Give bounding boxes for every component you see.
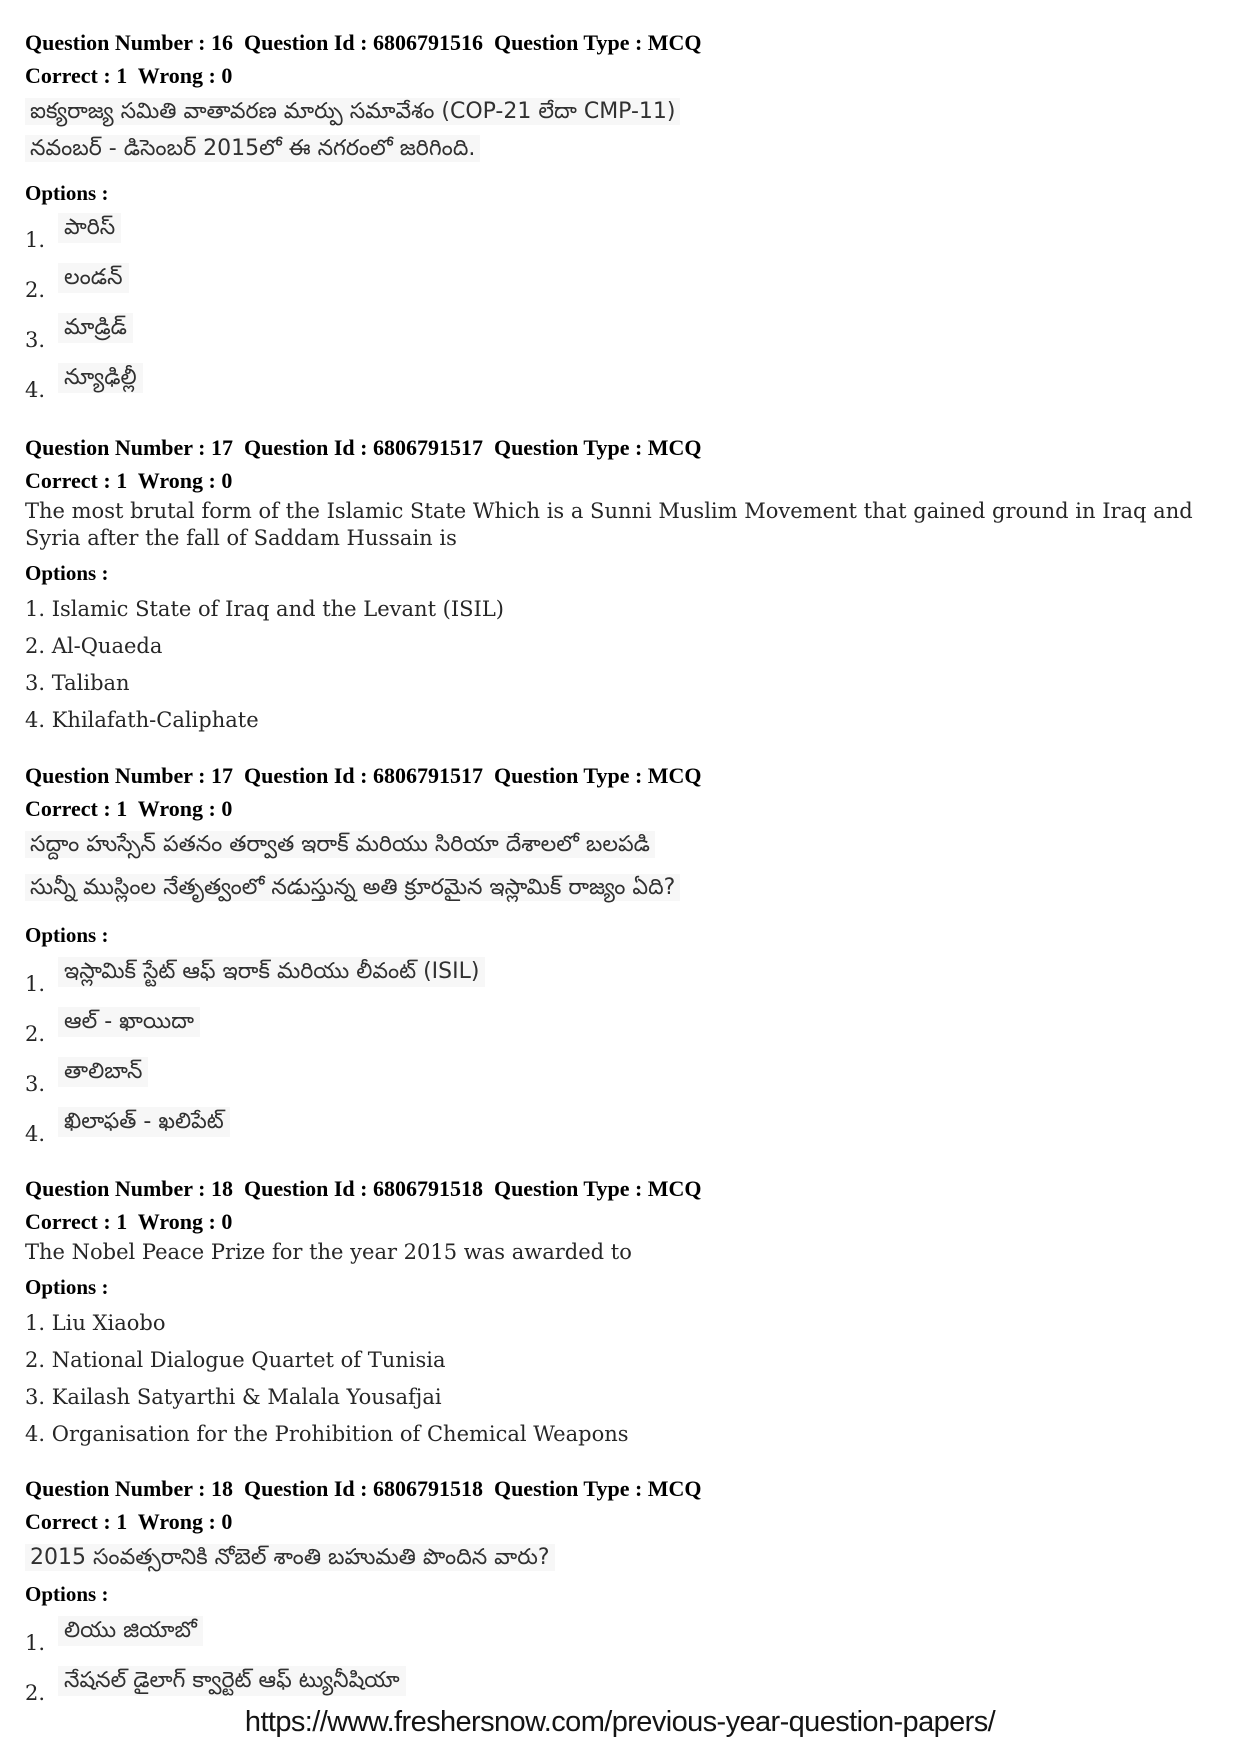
option-number: 3. [25,328,46,352]
option-text: Khilafath-Caliphate [51,708,259,732]
question-text: సద్దాం హుస్సేన్ పతనం తర్వాత ఇరాక్ మరియు సిరియా దేశాలలో బలపడి [25,831,655,858]
option-row [25,1421,1225,1448]
option-text: ఇస్లామిక్ స్టేట్ ఆఫ్ ఇరాక్ మరియు లీవంట్ (ISIL) [58,957,485,987]
question-text: సున్నీ ముస్లింల నేతృత్వంలో నడుస్తున్న అతి క్రూరమైన ఇస్లామిక్ రాజ్యం ఏది? [25,874,680,901]
options-label: Options : [25,1275,109,1299]
question-score: Correct : 1 Wrong : 0 [25,63,233,88]
question-score: Correct : 1 Wrong : 0 [25,1209,233,1234]
option-number: 2. [25,1681,46,1705]
option-text: ఖిలాఫత్ - ఖలిపేట్ [58,1107,230,1137]
question-block-18-telugu [25,1476,1225,1707]
question-block-16-telugu [25,30,1225,404]
question-meta: Question Number : 17 Question Id : 6806791517 Question Type : MCQ [25,435,702,460]
option-number: 4. [25,708,46,732]
question-block-17-telugu [25,763,1225,1148]
option-text: National Dialogue Quartet of Tunisia [51,1348,446,1372]
option-text: తాలిబాన్ [58,1057,148,1087]
option-number: 3. [25,671,46,695]
options-label: Options : [25,561,109,585]
options-label: Options : [25,181,109,205]
option-number: 2. [25,1022,46,1046]
option-number: 3. [25,1385,46,1409]
option-number: 2. [25,1348,46,1372]
option-number: 3. [25,1072,46,1096]
option-row [25,1006,1225,1048]
question-text: ఐక్యరాజ్య సమితి వాతావరణ మార్పు సమావేశం (COP-21 లేదా CMP-11) [25,98,680,125]
option-text: పారిస్ [58,213,121,243]
question-meta: Question Number : 17 Question Id : 6806791517 Question Type : MCQ [25,763,702,788]
question-text: నవంబర్ - డిసెంబర్ 2015లో ఈ నగరంలో జరిగింది. [25,135,480,162]
question-text-line [25,873,1225,903]
option-text: న్యూఢిల్లీ [58,363,143,393]
option-row [25,596,1225,623]
option-row [25,956,1225,998]
option-row [25,707,1225,734]
question-meta: Question Number : 18 Question Id : 6806791518 Question Type : MCQ [25,1476,702,1501]
option-number: 4. [25,1122,46,1146]
option-number: 2. [25,278,46,302]
question-text: 2015 సంవత్సరానికి నోబెల్ శాంతి బహుమతి పొందిన వారు? [25,1544,555,1571]
options-label: Options : [25,1582,109,1606]
option-number: 1. [25,972,46,996]
option-row [25,212,1225,254]
option-row [25,1056,1225,1098]
option-row [25,1615,1225,1657]
option-number: 4. [25,1422,46,1446]
option-text: Kailash Satyarthi & Malala Yousafjai [51,1385,442,1409]
option-number: 1. [25,1311,46,1335]
option-text: Al-Quaeda [51,634,163,658]
question-text-line [25,1543,1225,1573]
question-text: The most brutal form of the Islamic State Which is a Sunni Muslim Movement that gained ground in Iraq and Syria after the fall of Saddam Hussain is [25,499,1193,550]
option-text: లండన్ [58,263,128,293]
option-number: 4. [25,378,46,402]
option-number: 2. [25,634,46,658]
option-text: మాడ్రిడ్ [58,313,133,343]
question-meta: Question Number : 18 Question Id : 6806791518 Question Type : MCQ [25,1176,702,1201]
options-label: Options : [25,923,109,947]
option-text: ఆల్ - ఖాయిదా [58,1007,200,1037]
option-row [25,1665,1225,1707]
option-text: నేషనల్ డైలాగ్ క్వార్టెట్ ఆఫ్ ట్యునీషియా [58,1666,406,1696]
watermark-url[interactable]: https://www.freshersnow.com/previous-year-question-papers/ [244,1706,996,1738]
option-row [25,1106,1225,1148]
option-number: 1. [25,1631,46,1655]
option-text: Liu Xiaobo [51,1311,166,1335]
option-text: Taliban [51,671,130,695]
option-number: 1. [25,228,46,252]
option-row [25,633,1225,660]
option-row [25,1347,1225,1374]
question-block-17-english [25,435,1225,734]
option-text: లియు జియాబో [58,1616,203,1646]
option-row [25,312,1225,354]
option-row [25,1384,1225,1411]
option-number: 1. [25,597,46,621]
question-score: Correct : 1 Wrong : 0 [25,1509,233,1534]
option-text: Organisation for the Prohibition of Chemical Weapons [51,1422,629,1446]
option-row [25,670,1225,697]
question-score: Correct : 1 Wrong : 0 [25,796,233,821]
question-text-line [25,97,1225,127]
option-row [25,262,1225,304]
question-meta: Question Number : 16 Question Id : 6806791516 Question Type : MCQ [25,30,702,55]
option-text: Islamic State of Iraq and the Levant (ISIL) [51,597,504,621]
option-row [25,1310,1225,1337]
question-text-line [25,134,1225,164]
question-text-line [25,830,1225,860]
question-score: Correct : 1 Wrong : 0 [25,468,233,493]
question-text: The Nobel Peace Prize for the year 2015 was awarded to [25,1240,632,1264]
option-row [25,362,1225,404]
question-block-18-english [25,1176,1225,1448]
